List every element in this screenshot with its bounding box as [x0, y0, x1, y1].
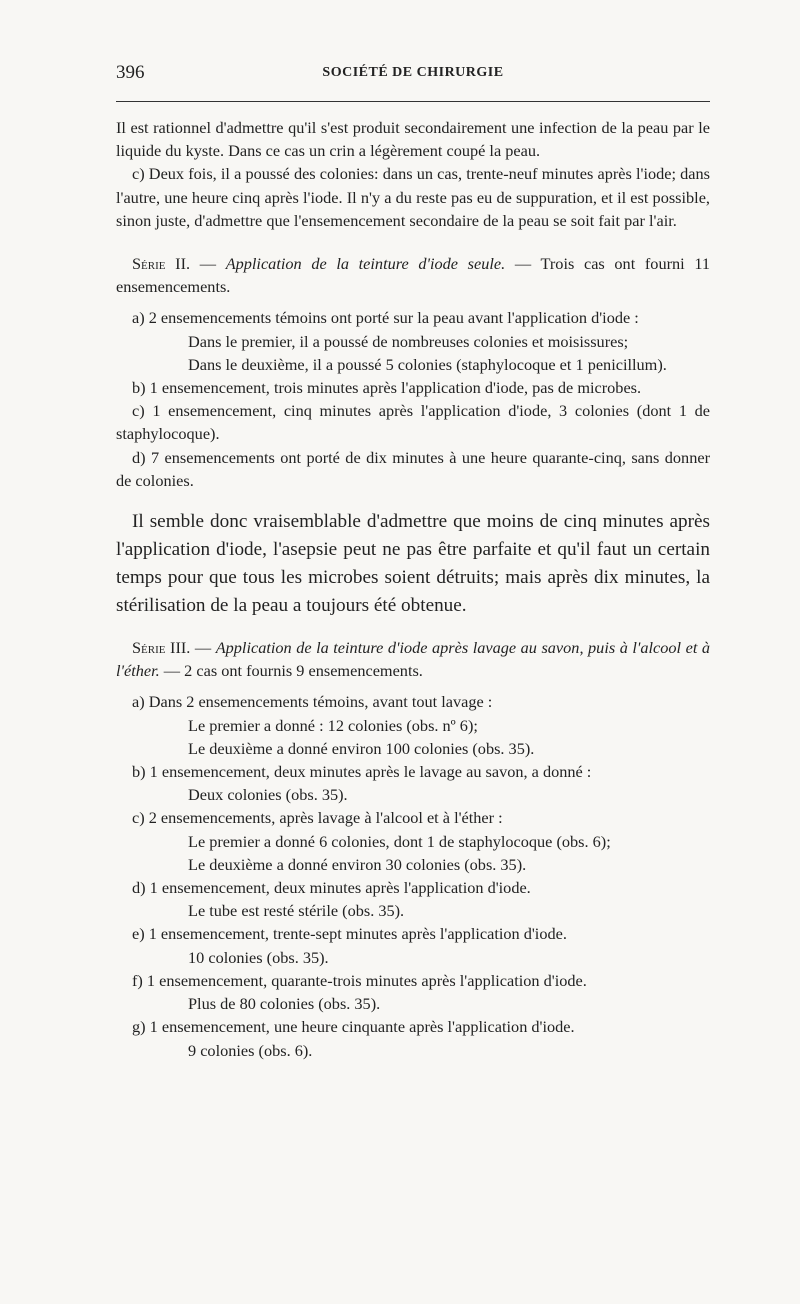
section-summary: Trois cas ont fourni 11 ensemencements.	[116, 254, 711, 297]
list-item: b) 1 ensemencement, trois minutes après l'application d'iode, pas de microbes.	[132, 378, 642, 398]
paragraph: c) Deux fois, il a poussé des colonies: dans un cas, trente-neuf minutes après l'iode; dans l'autre, une heure cinq après l'iode. Il n'y a du reste pas eu de suppuration, et il est possible, sinon juste, d'admettre que l'ensemencement secondaire de la peau se soit fait par l'air.	[116, 164, 710, 230]
section-title: Application de la teinture d'iode après lavage au savon, puis à l'alcool et à l'éther.	[116, 638, 711, 681]
page-number: 396	[116, 62, 145, 83]
list-item: d) 7 ensemencements ont porté de dix minutes à une heure quarante-cinq, sans donner de colonies.	[116, 447, 710, 490]
list-item: e) 1 ensemencement, trente-sept minutes après l'application d'iode.	[132, 924, 567, 944]
section-label: Série II.	[132, 254, 191, 274]
sub-item: Le deuxième a donné environ 30 colonies (obs. 35).	[188, 854, 527, 874]
list-item: a) 2 ensemencements témoins ont porté sur la peau avant l'application d'iode :	[132, 308, 639, 328]
header-rule	[116, 101, 710, 102]
list-item: c) 1 ensemencement, cinq minutes après l'application d'iode, 3 colonies (dont 1 de staphylocoque).	[116, 401, 710, 444]
list-item: b) 1 ensemencement, deux minutes après le lavage au savon, a donné :	[132, 762, 592, 782]
sub-item: Dans le deuxième, il a poussé 5 colonies (staphylocoque et 1 penicillum).	[188, 354, 667, 374]
sub-item: Plus de 80 colonies (obs. 35).	[188, 994, 381, 1014]
section-heading-serie-2: Série II. — Application de la teinture d'iode seule. — Trois cas ont fourni 11 ensemencements.	[116, 254, 711, 297]
list-item: d) 1 ensemencement, deux minutes après l'application d'iode.	[132, 878, 531, 898]
page-body	[116, 116, 710, 1062]
section-summary: 2 cas ont fournis 9 ensemencements.	[184, 661, 423, 681]
sub-item: 9 colonies (obs. 6).	[188, 1040, 313, 1060]
page-header	[116, 62, 710, 86]
sub-item: Le deuxième a donné environ 100 colonies (obs. 35).	[188, 738, 535, 758]
section-heading-serie-3: Série III. — Application de la teinture d'iode après lavage au savon, puis à l'alcool et à l'éther. — 2 cas ont fournis 9 ensemencements.	[116, 638, 711, 681]
list-item: a) Dans 2 ensemencements témoins, avant tout lavage :	[132, 692, 493, 712]
sub-item: Dans le premier, il a poussé de nombreuses colonies et moisissures;	[188, 331, 629, 351]
sub-item: Le premier a donné 6 colonies, dont 1 de staphylocoque (obs. 6);	[188, 831, 611, 851]
conclusion-paragraph: Il semble donc vraisemblable d'admettre que moins de cinq minutes après l'application d'iode, l'asepsie peut ne pas être parfaite et qu'il faut un certain temps pour que tous les microbes soient détruits; mais après dix minutes, la stérilisation de la peau a toujours été obtenue.	[116, 511, 710, 617]
paragraph: Il est rationnel d'admettre qu'il s'est produit secondairement une infection de la peau par le liquide du kyste. Dans ce cas un crin a légèrement coupé la peau.	[116, 118, 710, 161]
sub-item: Deux colonies (obs. 35).	[188, 785, 348, 805]
sub-item: Le premier a donné : 12 colonies (obs. nº 6);	[188, 715, 478, 735]
running-title: SOCIÉTÉ DE CHIRURGIE	[322, 65, 504, 80]
sub-item: 10 colonies (obs. 35).	[188, 947, 329, 967]
section-label: Série III.	[132, 638, 191, 658]
list-item: f) 1 ensemencement, quarante-trois minutes après l'application d'iode.	[132, 970, 587, 990]
list-item: g) 1 ensemencement, une heure cinquante après l'application d'iode.	[132, 1017, 575, 1037]
list-item: c) 2 ensemencements, après lavage à l'alcool et à l'éther :	[132, 808, 503, 828]
sub-item: Le tube est resté stérile (obs. 35).	[188, 901, 405, 921]
section-title: Application de la teinture d'iode seule.	[225, 254, 506, 274]
